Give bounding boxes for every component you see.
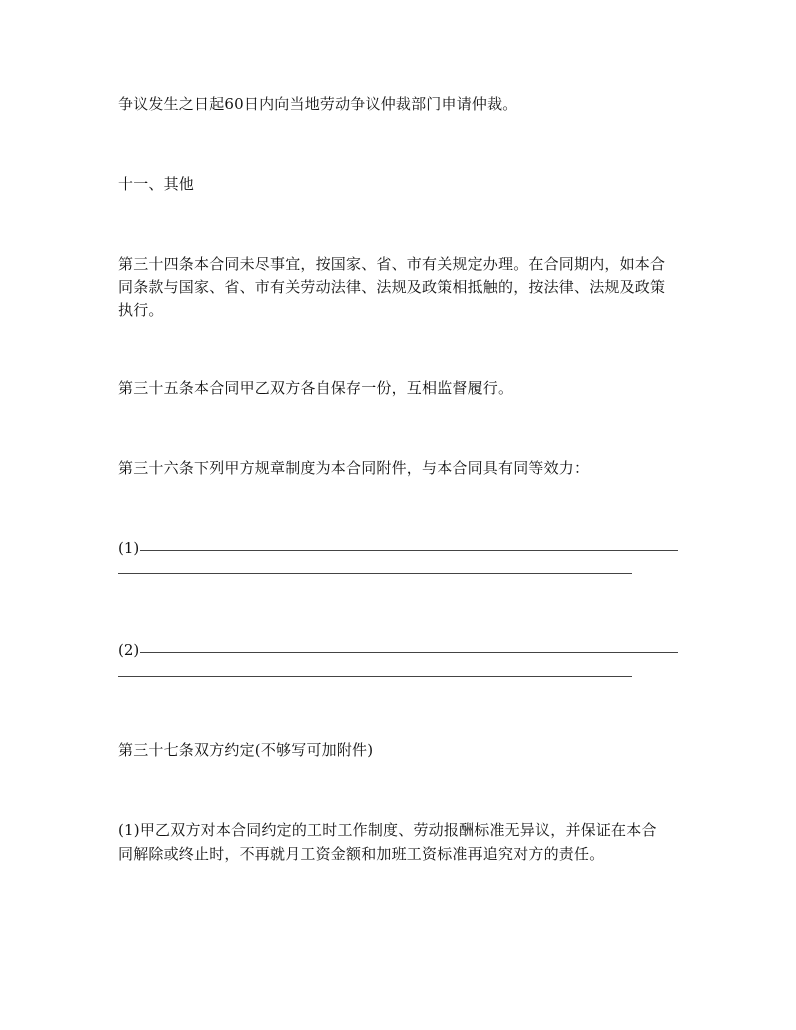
article-37-item-1-line-2: 同解除或终止时，不再就月工资金额和加班工资标准再追究对方的责任。 bbox=[118, 845, 605, 863]
article-37: 第三十七条双方约定(不够写可加附件) bbox=[118, 741, 374, 759]
appendix-item-1-label: (1) bbox=[118, 539, 140, 557]
article-34-line-3: 执行。 bbox=[118, 301, 164, 319]
appendix-item-2-label: (2) bbox=[118, 641, 140, 659]
appendix-item-1 bbox=[118, 536, 680, 560]
article-34-line-1: 第三十四条本合同未尽事宜，按国家、省、市有关规定办理。在合同期内，如本合 bbox=[118, 255, 666, 273]
appendix-item-2-blank-line bbox=[140, 652, 678, 653]
section-heading-other: 十一、其他 bbox=[118, 175, 195, 193]
appendix-item-2-continuation-line bbox=[118, 676, 632, 677]
appendix-item-2 bbox=[118, 638, 680, 662]
article-37-item-1-line-1: (1)甲乙双方对本合同约定的工时工作制度、劳动报酬标准无异议，并保证在本合 bbox=[118, 821, 657, 839]
article-34-line-2: 同条款与国家、省、市有关劳动法律、法规及政策相抵触的，按法律、法规及政策 bbox=[118, 278, 666, 296]
appendix-item-1-continuation-line bbox=[118, 573, 632, 574]
article-36: 第三十六条下列甲方规章制度为本合同附件，与本合同具有同等效力： bbox=[118, 459, 590, 477]
appendix-item-1-blank-line bbox=[140, 550, 678, 551]
article-35: 第三十五条本合同甲乙双方各自保存一份，互相监督履行。 bbox=[118, 379, 514, 397]
paragraph-arbitration-deadline: 争议发生之日起60日内向当地劳动争议仲裁部门申请仲裁。 bbox=[118, 95, 518, 113]
